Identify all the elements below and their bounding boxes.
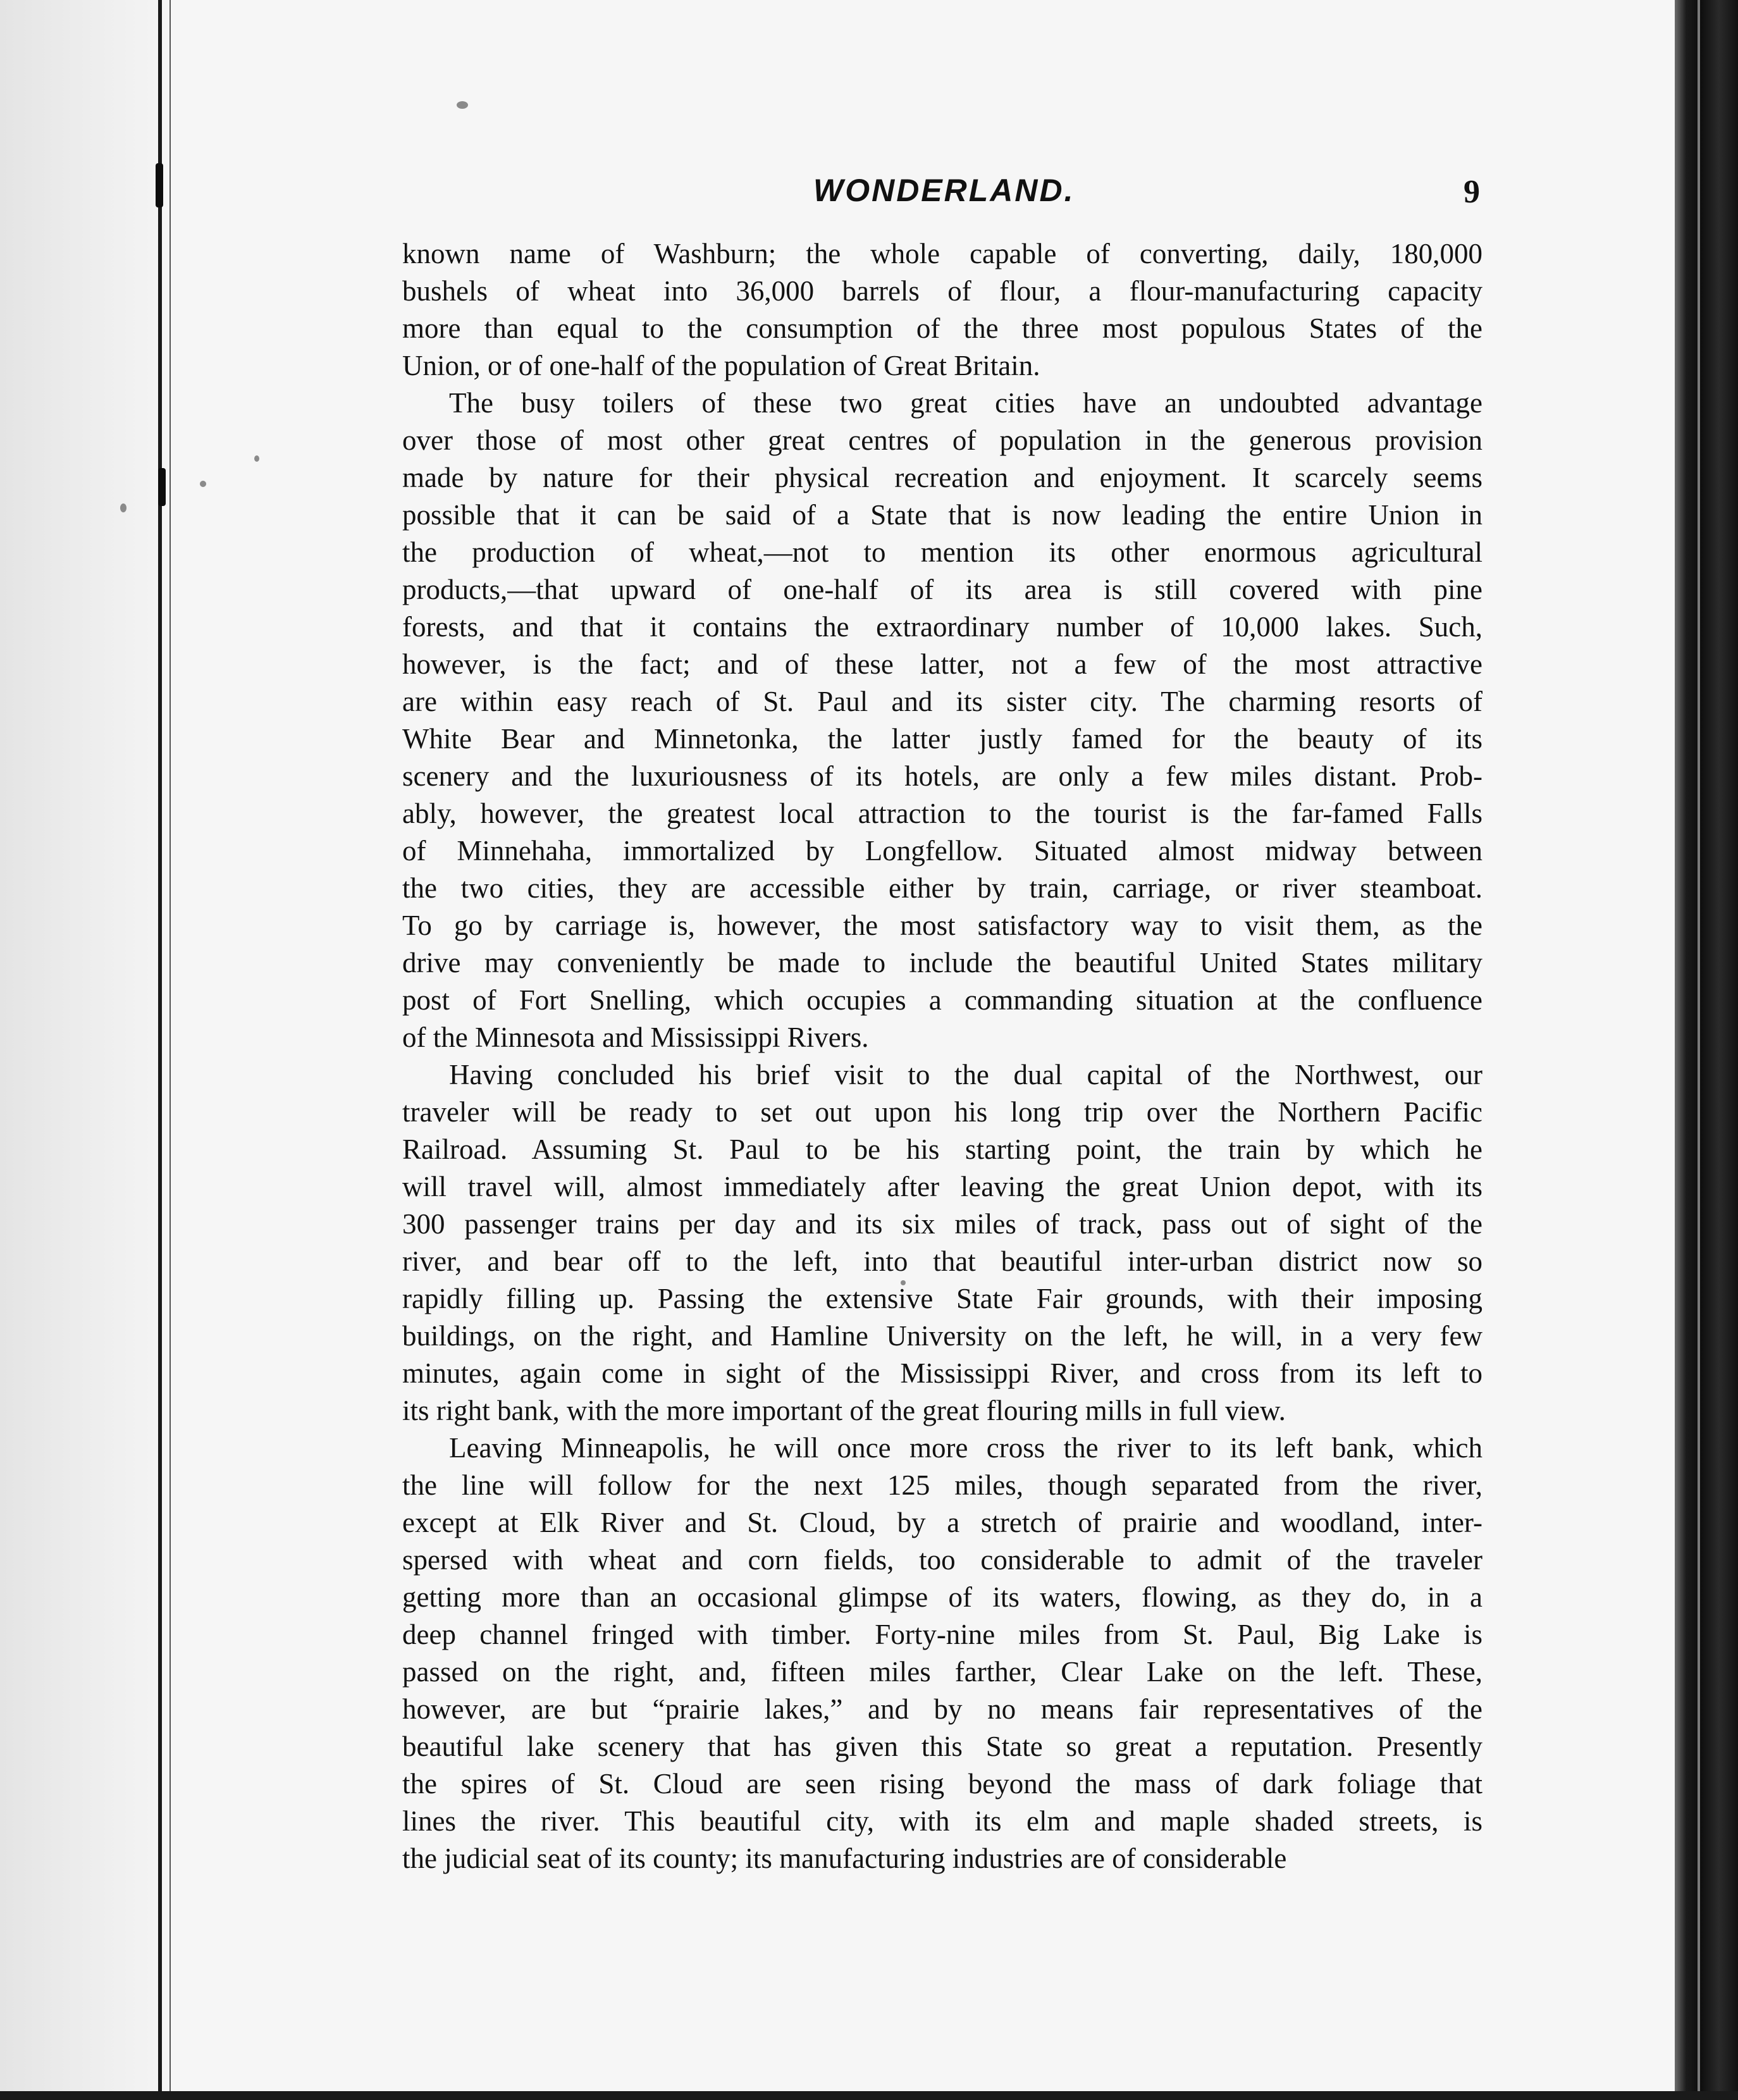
- binding-gutter: [0, 0, 163, 2100]
- book-edge-shadow: [1675, 0, 1738, 2100]
- text-line: To go by carriage is, however, the most satisfactory way to visit them, as the: [402, 910, 1482, 941]
- text-line: deep channel fringed with timber. Forty-nine miles from St. Paul, Big Lake is: [402, 1619, 1482, 1650]
- text-line: lines the river. This beautiful city, with its elm and maple shaded streets, is: [402, 1805, 1482, 1837]
- text-line: its right bank, with the more important of the great flouring mills in full view.: [402, 1395, 1286, 1426]
- text-line: passed on the right, and, fifteen miles farther, Clear Lake on the left. These,: [402, 1656, 1482, 1688]
- text-line: over those of most other great centres of population in the generous provision: [402, 424, 1482, 456]
- text-line: of Minnehaha, immortalized by Longfellow. Situated almost midway between: [402, 835, 1482, 867]
- text-line: getting more than an occasional glimpse of its waters, flowing, as they do, in a: [402, 1581, 1482, 1613]
- text-line: products,—that upward of one-half of its area is still covered with pine: [402, 574, 1482, 605]
- body-text: [402, 235, 1482, 1877]
- paragraph: [402, 1056, 1482, 1430]
- paper-speck: [200, 481, 206, 487]
- text-line: except at Elk River and St. Cloud, by a stretch of prairie and woodland, inter-: [402, 1507, 1482, 1538]
- paragraph: [402, 235, 1482, 385]
- text-line: the line will follow for the next 125 miles, though separated from the river,: [402, 1469, 1482, 1501]
- binding-inner-line: [169, 0, 171, 2100]
- text-line: 300 passenger trains per day and its six miles of track, pass out of sight of the: [402, 1208, 1482, 1240]
- text-line: post of Fort Snelling, which occupies a commanding situation at the confluence: [402, 984, 1482, 1016]
- text-line: Leaving Minneapolis, he will once more cross the river to its left bank, which: [449, 1432, 1482, 1464]
- text-line: Having concluded his brief visit to the dual capital of the Northwest, our: [449, 1059, 1482, 1090]
- binding-mark: [158, 468, 166, 506]
- text-line: are within easy reach of St. Paul and its sister city. The charming resorts of: [402, 686, 1482, 717]
- text-line: the two cities, they are accessible either by train, carriage, or river steamboat.: [402, 872, 1482, 904]
- text-line: The busy toilers of these two great cities have an undoubted advantage: [449, 387, 1482, 419]
- text-line: however, is the fact; and of these latter, not a few of the most attractive: [402, 648, 1482, 680]
- text-line: the judicial seat of its county; its manufacturing industries are of considerable: [402, 1843, 1287, 1874]
- text-line: rapidly filling up. Passing the extensive State Fair grounds, with their imposing: [402, 1283, 1482, 1314]
- text-line: beautiful lake scenery that has given this State so great a reputation. Presently: [402, 1731, 1482, 1762]
- text-line: buildings, on the right, and Hamline University on the left, he will, in a very few: [402, 1320, 1482, 1352]
- text-line: traveler will be ready to set out upon his long trip over the Northern Pacific: [402, 1096, 1482, 1128]
- paper-speck: [457, 101, 468, 109]
- bottom-edge: [0, 2091, 1738, 2100]
- text-line: ably, however, the greatest local attraction to the tourist is the far-famed Falls: [402, 798, 1482, 829]
- text-line: river, and bear off to the left, into that beautiful inter-urban district now so: [402, 1245, 1482, 1277]
- book-edge-line: [1698, 0, 1700, 2100]
- page-number: 9: [1464, 174, 1480, 210]
- text-line: of the Minnesota and Mississippi Rivers.: [402, 1022, 869, 1053]
- text-line: more than equal to the consumption of the three most populous States of the: [402, 312, 1482, 344]
- text-line: Railroad. Assuming St. Paul to be his starting point, the train by which he: [402, 1133, 1482, 1165]
- text-line: White Bear and Minnetonka, the latter justly famed for the beauty of its: [402, 723, 1482, 755]
- paper-speck: [254, 455, 259, 462]
- text-line: however, are but “prairie lakes,” and by no means fair representatives of the: [402, 1693, 1482, 1725]
- binding-edge-line: [158, 0, 162, 2100]
- text-line: minutes, again come in sight of the Mississippi River, and cross from its left to: [402, 1357, 1482, 1389]
- text-line: drive may conveniently be made to include the beautiful United States military: [402, 947, 1482, 979]
- text-line: spersed with wheat and corn fields, too considerable to admit of the traveler: [402, 1544, 1482, 1576]
- paragraph: [402, 385, 1482, 1056]
- paper-speck: [120, 503, 126, 512]
- binding-mark: [156, 163, 163, 207]
- text-line: will travel will, almost immediately after leaving the great Union depot, with its: [402, 1171, 1482, 1202]
- text-line: known name of Washburn; the whole capable of converting, daily, 180,000: [402, 238, 1482, 269]
- text-line: scenery and the luxuriousness of its hotels, are only a few miles distant. Prob-: [402, 760, 1482, 792]
- running-head: WONDERLAND.: [813, 173, 1075, 208]
- text-line: the production of wheat,—not to mention its other enormous agricultural: [402, 536, 1482, 568]
- text-line: forests, and that it contains the extraordinary number of 10,000 lakes. Such,: [402, 611, 1482, 643]
- text-line: bushels of wheat into 36,000 barrels of flour, a flour-manufacturing capacity: [402, 275, 1482, 307]
- paragraph: [402, 1430, 1482, 1877]
- text-line: the spires of St. Cloud are seen rising beyond the mass of dark foliage that: [402, 1768, 1482, 1800]
- text-line: Union, or of one-half of the population of Great Britain.: [402, 350, 1040, 381]
- text-line: made by nature for their physical recreation and enjoyment. It scarcely seems: [402, 462, 1482, 493]
- text-line: possible that it can be said of a State that is now leading the entire Union in: [402, 499, 1482, 531]
